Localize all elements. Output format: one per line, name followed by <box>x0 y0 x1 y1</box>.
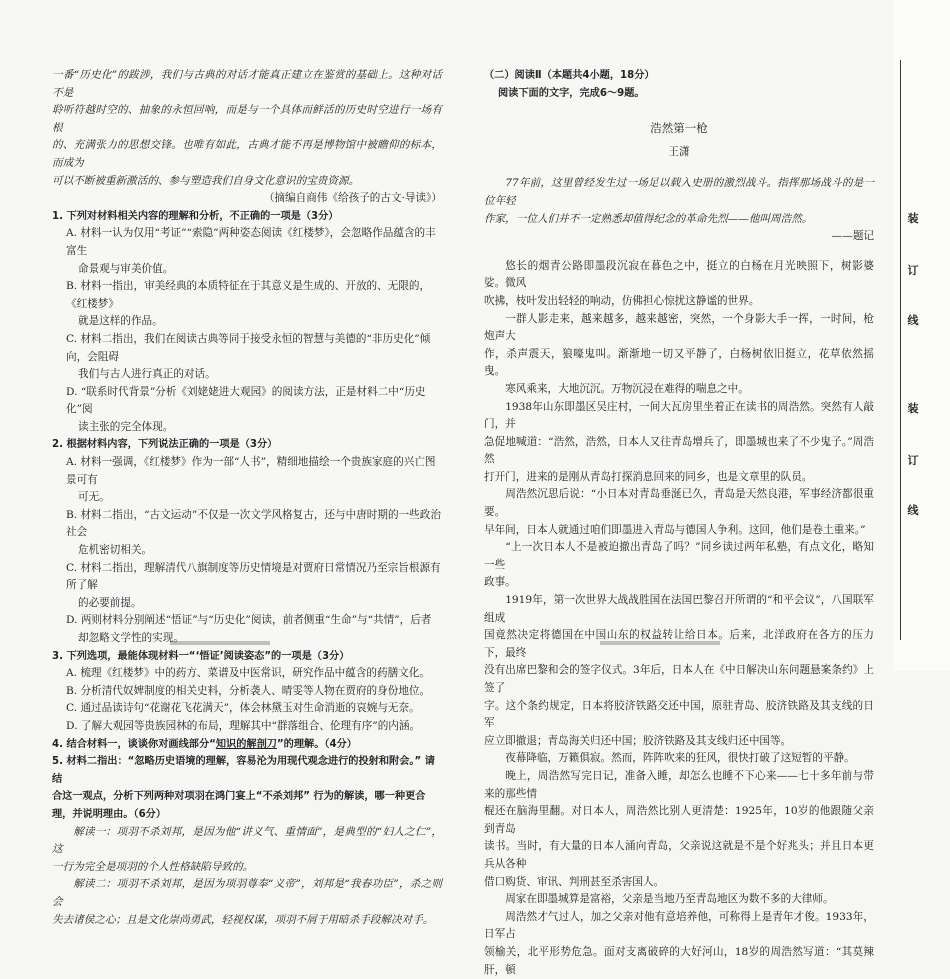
text-line: 吹拂，枝叶发出轻轻的响动，仿佛担心惊扰这静谧的世界。 <box>484 294 760 307</box>
text-line: 急促地喊道：“浩然，浩然，日本人又往青岛增兵了，即墨城也来了不少鬼子。”周浩然 <box>484 435 874 466</box>
option-c <box>52 560 442 613</box>
binding-char: 线 <box>907 504 919 517</box>
text-line: 早年间，日本人就通过咱们即墨进入青岛与德国人争利。这回，他们是卷土重来。” <box>484 523 866 536</box>
text-line: 棍还在脑海里翻。对日本人，周浩然比别人更清楚：1925年，10岁的他跟随父亲到青岛 <box>484 805 874 835</box>
option-b <box>52 278 442 331</box>
option-text: D. 两则材料分别阐述“悟证”与“历史化”阅读，前者侧重“生命”与“共情”，后者 <box>66 614 432 627</box>
text-line: 77年前，这里曾经发生过一场足以载入史册的激烈战斗。指挥那场战斗的是一位年轻 <box>484 177 874 207</box>
text-line: 悠长的烟青公路即墨段沉寂在暮色之中，挺立的白杨在月光映照下，树影婆娑。微风 <box>484 259 874 290</box>
text-line: 周浩然沉思后说：“小日本对青岛垂涎已久，青岛是天然良港，军事经济都很重要。 <box>484 488 874 519</box>
article-paragraph <box>484 891 874 909</box>
option-text: C. 通过品读诗句“花谢花飞花满天”，体会林黛玉对生命消逝的哀婉与无奈。 <box>66 702 420 715</box>
interpretation-1: 解读一：项羽不杀刘邦，是因为他“讲义气、重情面”，是典型的“妇人之仁”，这 <box>52 825 442 856</box>
text-line: 借口购货、审讯、判刑甚至杀害国人。 <box>484 875 665 888</box>
option-text: B. 分析清代奴婢制度的相关史料，分析袭人、晴雯等人物在贾府的身份地位。 <box>66 684 431 697</box>
epigraph-tag: ——题记 <box>831 230 874 243</box>
option-text: B. 材料二指出，“古文运动”不仅是一次文学风格复古，还与中唐时期的一些政治社会 <box>66 508 441 539</box>
binding-line <box>900 60 901 640</box>
option-a <box>52 454 442 507</box>
text-line: 晚上，周浩然写完日记，准备入睡，却怎么也睡不下心来——七十多年前与带来的那些情 <box>484 769 874 800</box>
text-line: 领榆关，北平形势危急。面对支离破碎的大好河山，18岁的周浩然写道：“其莫辣肝，頓 <box>484 945 874 976</box>
section-instruction: 阅读下面的文字，完成6～9题。 <box>498 87 645 99</box>
option-text-cont: 危机密切相关。 <box>78 544 153 557</box>
text-line: 的、充满张力的思想交锋。也唯有如此，古典才能不再是博物馆中被瞻仰的标本，而成为 <box>52 139 442 169</box>
question-stem: 2. 根据材料内容，下列说法正确的一项是（3分） <box>52 439 278 451</box>
question-stem-line: 理，并说明理由。（6分） <box>52 808 167 820</box>
question-stem-line: 5. 材料二指出：“忽略历史语境的理解，容易沦为用现代观念进行的投射和附会。” 请结 <box>52 756 435 785</box>
option-text-cont: 我们与古人进行真正的对话。 <box>78 368 216 381</box>
option-text: C. 材料二指出，我们在阅读古典等同于接受永恒的智慧与美德的“非历史化”倾向，会阻碍 <box>66 332 431 363</box>
article-title: 浩然第一枪 <box>650 121 708 136</box>
option-text-cont: 的必要前提。 <box>78 596 142 609</box>
text-line: 1938年山东即墨区吴庄村，一间大瓦房里坐着正在读书的周浩然。突然有人敲门，并 <box>484 400 874 431</box>
question-3 <box>52 648 442 736</box>
question-5 <box>52 753 442 929</box>
article-paragraph <box>484 539 874 592</box>
text-line: 一群人影走来，越来越多，越来越密，突然，一个身影大手一挥，一时间，枪炮声大 <box>484 312 874 343</box>
option-text: A. 材料一强调，《红楼梦》作为一部“人书”，精细地描绘一个贵族家庭的兴亡图景可有 <box>66 456 436 486</box>
question-stem-line: 合这一观点，分析下列两种对项羽在鸿门宴上“不杀刘邦” 行为的解读，哪一种更合 <box>52 791 426 803</box>
option-text-cont: 却忽略文学性的实现。 <box>78 632 184 644</box>
option-d <box>52 718 442 736</box>
text-line: 应立即撤退；青岛海关归还中国；胶济铁路及其支线归还中国等。 <box>484 734 792 747</box>
option-text: A. 材料一认为仅用“考证”“索隐”两种姿态阅读《红楼梦》，会忽略作品蕴含的丰富生 <box>66 227 436 257</box>
article-body <box>484 258 874 979</box>
option-text-cont: 读主张的完全体现。 <box>78 420 174 433</box>
left-column <box>52 67 442 929</box>
binding-char: 订 <box>907 454 919 467</box>
text-line: 作，杀声震天，狼嚎鬼叫。渐渐地一切又平静了，白杨树依旧挺立，花草依然摇曳。 <box>484 347 874 378</box>
text-line: 聆听符越时空的、抽象的永恒回响，而是与一个具体而鲜活的历史时空进行一场有根 <box>52 104 442 134</box>
text-line: 可以不断被重新激活的、参与塑造我们自身文化意识的宝贵资源。 <box>52 174 360 187</box>
text-line: 打开门，进来的是刚从青岛打探消息回来的同乡，也是文章里的队员。 <box>484 470 813 483</box>
question-2 <box>52 436 442 647</box>
footer-smudge <box>170 641 270 645</box>
binding-char: 装 <box>907 212 919 225</box>
option-c <box>52 331 442 384</box>
right-column <box>484 67 874 979</box>
binding-char: 装 <box>907 402 919 415</box>
option-b <box>52 507 442 560</box>
option-text-cont: 就是这样的作品。 <box>78 315 163 328</box>
epigraph <box>484 175 874 245</box>
text-line: 夜幕降临，万籁俱寂。然而，阵阵吹来的狂风，很快打破了这短暂的平静。 <box>505 752 855 765</box>
binding-char: 订 <box>907 264 919 277</box>
text-line: 读书。当时，有大量的日本人涌向青岛，父亲说这就是不是个好兆头；并且日本更兵从各种 <box>484 840 874 870</box>
interpretation-1-cont: 一行为完全是项羽的个人性格缺陷导致的。 <box>52 860 254 873</box>
source-citation: （摘编自商伟《给孩子的古文·导读》） <box>263 192 442 205</box>
binding-char: 线 <box>907 314 919 327</box>
article-paragraph <box>484 750 874 768</box>
article-paragraph <box>484 381 874 399</box>
article-paragraph <box>484 311 874 381</box>
text-line: 国竟然决定将德国在中国山东的权益转让给日本。后来，北洋政府在各方的压力下，最终 <box>484 629 874 659</box>
option-a <box>52 665 442 683</box>
option-text-cont: 命景观与审美价值。 <box>78 262 174 275</box>
option-c <box>52 700 442 718</box>
question-1 <box>52 208 442 437</box>
option-text-cont: 可无。 <box>78 491 110 504</box>
option-text: C. 材料二指出，理解清代八旗制度等历史情境是对贾府日常情况乃至宗旨根源有所了解 <box>66 561 441 592</box>
article-paragraph <box>484 258 874 311</box>
footer-smudge <box>600 641 720 645</box>
text-line: 没有出席巴黎和会的签字仪式。3年后，日本人在《中日解决山东问题悬案条约》上签了 <box>484 664 874 694</box>
binding-margin <box>893 0 950 671</box>
text-line: 寒风乘来，大地沉沉。万物沉浸在难得的喘息之中。 <box>505 382 749 395</box>
option-text: B. 材料一指出，审美经典的本质特征在于其意义是生成的、开放的、无限的，《红楼梦》 <box>66 280 431 310</box>
question-4-underlined: 知识的解剖刀 <box>215 738 277 750</box>
option-a <box>52 225 442 278</box>
text-line: “上一次日本人不是被迫撤出青岛了吗？”同乡读过两年私塾，有点文化，略知一些 <box>484 541 874 571</box>
interpretation-2: 解读二：项羽不杀刘邦，是因为项羽尊奉“义帝”，刘邦是“我春功臣”，杀之则会 <box>52 878 442 908</box>
text-line: 周家在即墨城算是富裕，父亲是当地乃至青岛地区为数不多的大律师。 <box>505 893 834 906</box>
option-text: D. 了解大观园等贵族园林的布局，理解其中“群落组合、伦理有序”的内涵。 <box>66 719 421 732</box>
option-text: A. 梳理《红楼梦》中的药方、菜谱及中医常识，研究作品中蕴含的药膳文化。 <box>66 667 430 680</box>
text-line: 字。这个条约规定，日本将胶济铁路交还中国，原驻青岛、胶济铁路及其支线的日军 <box>484 699 874 730</box>
question-stem: 1. 下列对材料相关内容的理解和分析，不正确的一项是（3分） <box>52 210 339 222</box>
intro-paragraph <box>52 67 442 190</box>
spacer <box>484 246 874 258</box>
question-4 <box>52 736 442 754</box>
article-paragraph <box>484 486 874 539</box>
option-text: D. “联系时代背景”分析《刘姥姥进大观园》的阅读方法，正是材料二中“历史化”阅 <box>66 385 426 416</box>
question-stem: 3. 下列选项，最能体现材料一“‘悟证’阅读姿态”的一项是（3分） <box>52 650 350 662</box>
interpretation-2-cont: 失去诸侯之心；且是文化崇尚勇武，轻视权谋，项羽不屑于用暗杀手段解决对手。 <box>52 913 434 926</box>
article-paragraph <box>484 592 874 750</box>
question-4-prefix: 4. 结合材料一，谈谈你对画线部分“ <box>52 738 216 750</box>
text-line: 作家，一位人们并不一定熟悉却值得纪念的革命先烈——他叫周浩然。 <box>484 212 813 225</box>
option-b <box>52 683 442 701</box>
article-paragraph <box>484 399 874 487</box>
text-line: 一番“历史化”的跋涉，我们与古典的对话才能真正建立在鉴赏的基础上。这种对话不是 <box>52 69 442 99</box>
option-d <box>52 384 442 437</box>
question-4-suffix: ”的理解。（4分） <box>276 738 357 750</box>
text-line: 周浩然才气过人，加之父亲对他有意培养他，可称得上是青年才俊。1933年，日军占 <box>484 910 874 941</box>
section-heading: （二）阅读Ⅱ（本题共4小题，18分） <box>484 70 655 81</box>
article-paragraph <box>484 909 874 979</box>
text-line: 1919年，第一次世界大战战胜国在法国巴黎召开所谓的“和平会议”，八国联军组成 <box>484 594 874 624</box>
text-line: 政事。 <box>484 576 516 589</box>
article-author: 王潇 <box>668 145 690 158</box>
article-paragraph <box>484 768 874 891</box>
